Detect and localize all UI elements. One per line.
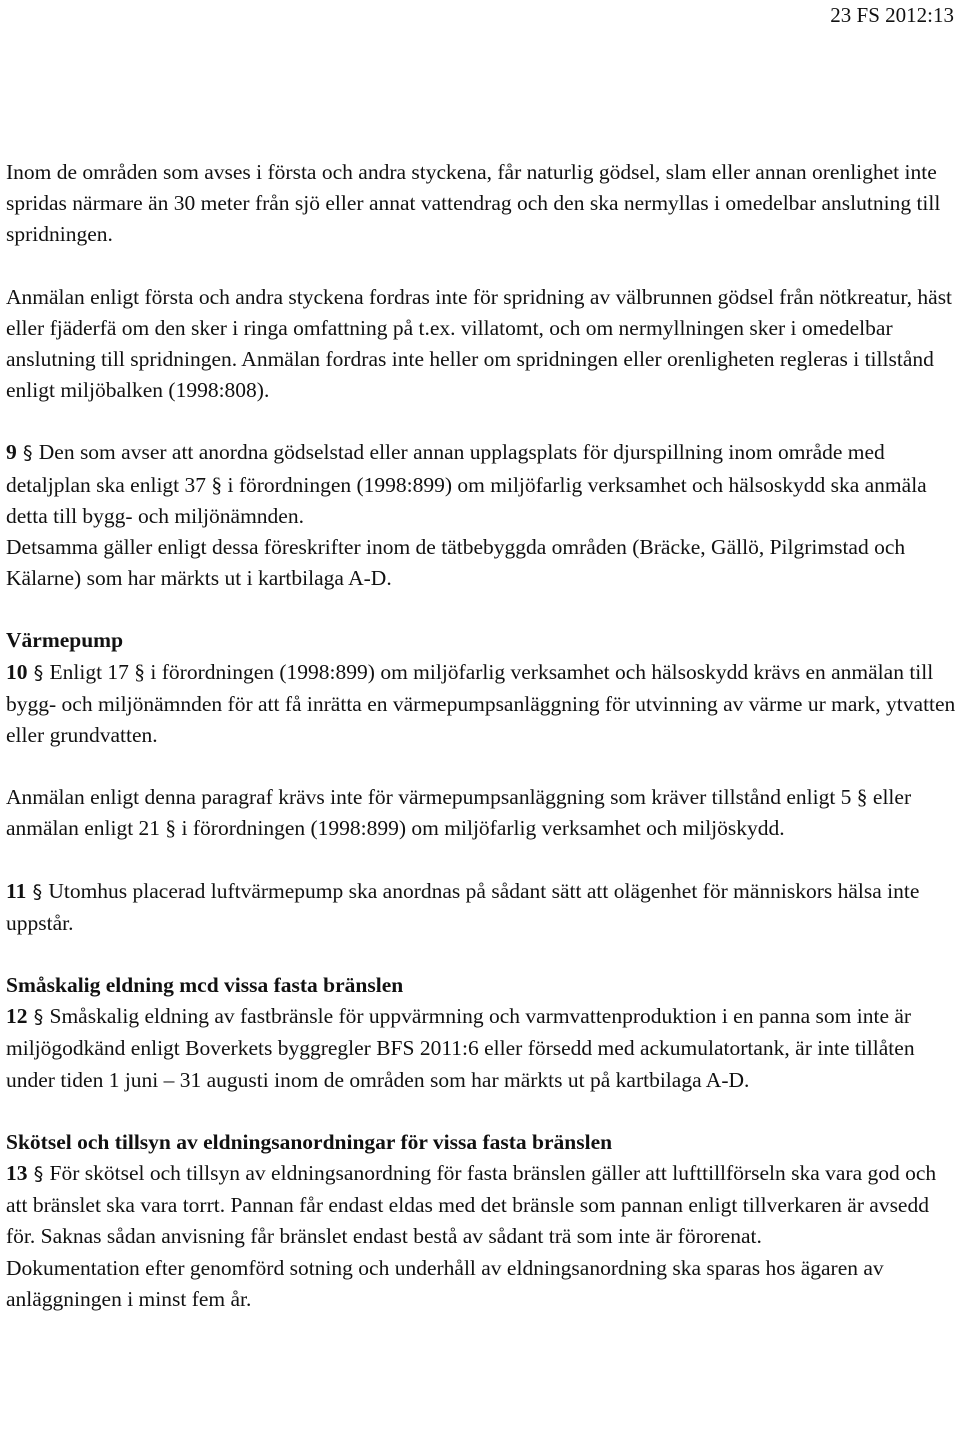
heading-skotsel-och-tillsyn: Skötsel och tillsyn av eldningsanordningar för vissa fasta bränslen bbox=[6, 1129, 613, 1154]
paragraph-heat-pump-exemption: Anmälan enligt denna paragraf krävs inte för värmepumpsanläggning som kräver tillstånd enligt 5 § eller anmälan enligt 21 § i förordningen (1998:899) om miljöfarlig verksamhet och miljöskydd. bbox=[6, 785, 912, 841]
section-text: Enligt 17 § i förordningen (1998:899) om miljöfarlig verksamhet och hälsoskydd krävs en anmälan till bygg- och miljönämnden för att få inrätta en värmepumpsanläggning för utvinning av värme ur mark, ytvatten eller grundvatten. bbox=[6, 659, 956, 748]
document-body bbox=[6, 157, 956, 1315]
section-13 bbox=[6, 1158, 956, 1253]
paragraph-notification-exemption: Anmälan enligt första och andra styckena fordras inte för spridning av välbrunnen gödsel från nötkreatur, häst eller fjäderfä om den sker i ringa omfattning på t.ex. villatomt, och om nermyllningen sker i omedelbar anslutning till spridningen. Anmälan fordras inte heller om spridningen eller orenligheten regleras i tillstånd enligt miljöbalken (1998:808). bbox=[6, 284, 953, 403]
section-sign-icon: § bbox=[33, 1163, 44, 1186]
section-sign-icon: § bbox=[33, 661, 44, 684]
section-number: 9 bbox=[6, 440, 17, 465]
section-text: Den som avser att anordna gödselstad eller annan upplagsplats för djurspillning inom område med detaljplan ska enligt 37 § i förordningen (1998:899) om miljöfarlig verksamhet och hälsoskydd ska anmäla detta till bygg- och miljönämnden. bbox=[6, 440, 927, 528]
section-sign-icon: § bbox=[32, 880, 43, 903]
section-text: Småskalig eldning av fastbränsle för uppvärmning och varmvattenproduktion i en panna som inte är miljögodkänd enligt Boverkets byggregler BFS 2011:6 eller försedd med ackumulatortank, är inte tillåten under tiden 1 juni – 31 augusti inom de områden som har märkts ut på kartbilaga A-D. bbox=[6, 1004, 915, 1092]
section-sign-icon: § bbox=[33, 1006, 44, 1029]
heading-varmepump: Värmepump bbox=[6, 628, 124, 653]
section-text: Utomhus placerad luftvärmepump ska anordnas på sådant sätt att olägenhet för människors hälsa inte uppstår. bbox=[6, 878, 920, 935]
section-9 bbox=[6, 437, 956, 532]
section-number: 10 bbox=[6, 659, 28, 684]
section-9-continuation: Detsamma gäller enligt dessa föreskrifter inom de tätbebyggda områden (Bräcke, Gällö, Pilgrimstad och Kälarne) som har märkts ut i kartbilaga A-D. bbox=[6, 535, 906, 591]
section-sign-icon: § bbox=[23, 442, 33, 465]
section-number: 11 bbox=[6, 878, 27, 903]
section-11 bbox=[6, 876, 956, 939]
section-13-continuation: Dokumentation efter genomförd sotning och underhåll av eldningsanordning ska sparas hos ägaren av anläggningen i minst fem år. bbox=[6, 1255, 884, 1311]
section-text: För skötsel och tillsyn av eldningsanordning för fasta bränslen gäller att lufttillförseln ska vara god och att bränslet ska vara torrt. Pannan får endast eldas med det bränsle som pannan enligt tillverkaren är avsedd för. Saknas sådan anvisning får bränslet endast bestå av sådant trä som inte är förorenat. bbox=[6, 1161, 937, 1249]
page-header: 23 FS 2012:13 bbox=[830, 3, 954, 27]
paragraph-spreading-distance: Inom de områden som avses i första och andra styckena, får naturlig gödsel, slam eller annan orenlighet inte spridas närmare än 30 meter från sjö eller annat vattendrag och den ska nermyllas i omedelbar anslutning till spridningen. bbox=[6, 160, 941, 247]
section-number: 12 bbox=[6, 1004, 28, 1029]
section-12 bbox=[6, 1001, 956, 1096]
section-number: 13 bbox=[6, 1161, 28, 1186]
section-10 bbox=[6, 657, 956, 752]
heading-smaskalig-eldning: Småskalig eldning mcd vissa fasta bränslen bbox=[6, 973, 404, 998]
